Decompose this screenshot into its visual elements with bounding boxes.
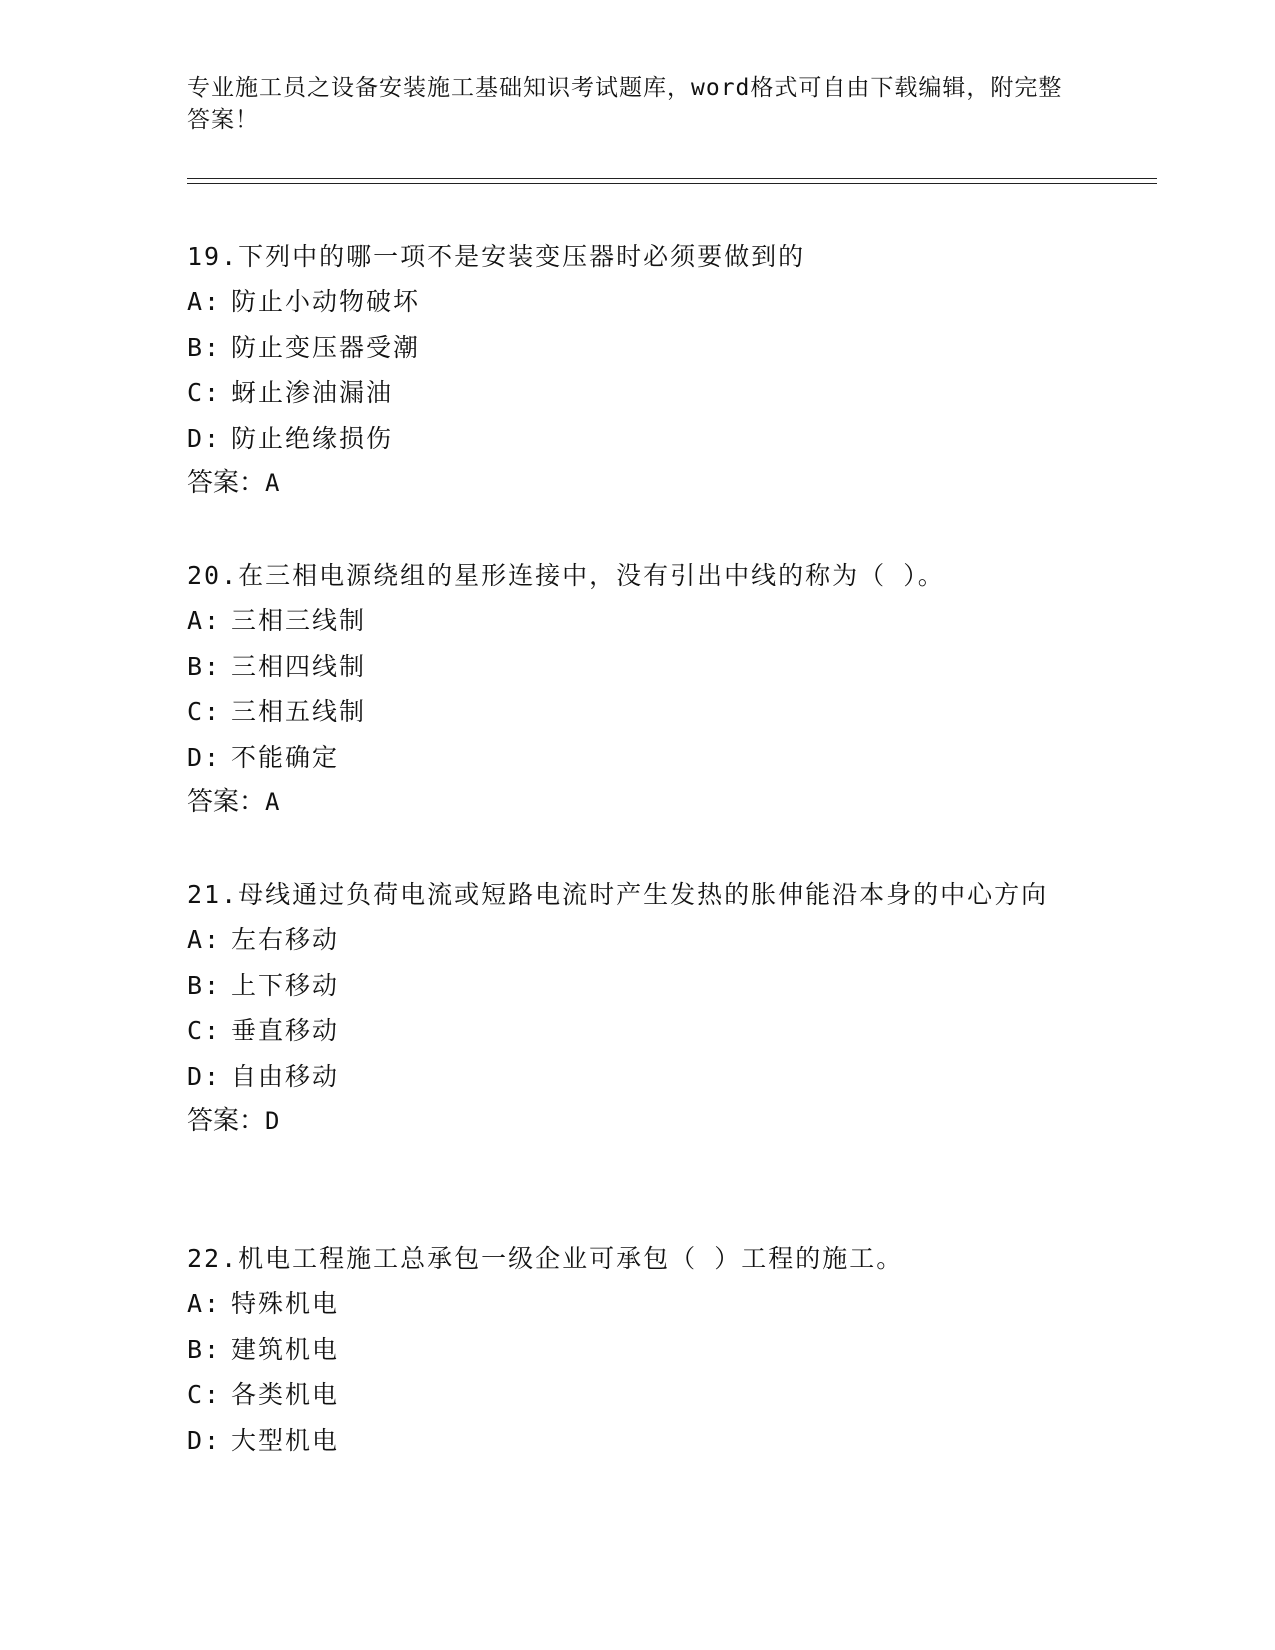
option-text: 大型机电 [231, 1425, 340, 1455]
option-letter: D: [187, 423, 222, 453]
header-divider-top [187, 178, 1157, 179]
question-19 [187, 234, 1087, 506]
option-letter: A: [187, 1289, 222, 1318]
option-a [187, 917, 1087, 963]
option-c [187, 1008, 1087, 1054]
option-letter: B: [187, 651, 222, 681]
answer-value: A [265, 469, 280, 497]
option-letter: B: [187, 332, 222, 362]
option-b [187, 963, 1087, 1009]
answer-line [187, 1099, 1087, 1144]
question-stem: 20.在三相电源绕组的星形连接中，没有引出中线的称为（ ）。 [187, 561, 945, 590]
option-text: 垂直移动 [231, 1016, 340, 1045]
option-b [187, 644, 1087, 690]
option-d [187, 416, 1087, 462]
option-text: 自由移动 [231, 1061, 340, 1091]
answer-label: 答案： [187, 1106, 266, 1136]
option-a [187, 1281, 1087, 1327]
option-a [187, 279, 1087, 325]
question-stem: 19.下列中的哪一项不是安装变压器时必须要做到的 [187, 242, 806, 271]
answer-label: 答案： [187, 468, 266, 498]
document-header: 专业施工员之设备安装施工基础知识考试题库，word格式可自由下载编辑，附完整答案！ [187, 75, 1063, 133]
option-c [187, 689, 1087, 735]
option-letter: B: [187, 970, 222, 1000]
option-text: 蚜止渗油漏油 [231, 378, 394, 407]
answer-value: A [265, 788, 280, 816]
option-letter: C: [187, 1380, 222, 1409]
question-22 [187, 1236, 1087, 1463]
answer-value: D [265, 1107, 280, 1135]
option-text: 防止小动物破坏 [231, 287, 421, 316]
option-text: 三相五线制 [231, 697, 367, 726]
answer-label: 答案： [187, 787, 266, 817]
option-text: 三相三线制 [231, 606, 367, 635]
option-letter: A: [187, 287, 222, 316]
option-text: 特殊机电 [231, 1289, 340, 1318]
option-d [187, 1418, 1087, 1464]
option-letter: D: [187, 1061, 222, 1091]
option-b [187, 1327, 1087, 1373]
question-stem: 21.母线通过负荷电流或短路电流时产生发热的胀伸能沿本身的中心方向 [187, 880, 1049, 909]
option-text: 不能确定 [231, 742, 340, 772]
question-21 [187, 872, 1087, 1144]
option-letter: C: [187, 378, 222, 407]
option-letter: C: [187, 1016, 222, 1045]
option-text: 建筑机电 [231, 1334, 340, 1364]
option-text: 上下移动 [231, 970, 340, 1000]
option-d [187, 735, 1087, 781]
option-text: 三相四线制 [231, 651, 367, 681]
answer-line [187, 461, 1087, 506]
option-d [187, 1054, 1087, 1100]
answer-line [187, 780, 1087, 825]
question-stem: 22.机电工程施工总承包一级企业可承包（ ）工程的施工。 [187, 1244, 904, 1273]
header-divider-bottom [187, 183, 1157, 184]
option-letter: A: [187, 925, 222, 954]
option-a [187, 598, 1087, 644]
question-20 [187, 553, 1087, 825]
option-c [187, 1372, 1087, 1418]
option-text: 防止变压器受潮 [231, 332, 421, 362]
option-letter: A: [187, 606, 222, 635]
option-text: 防止绝缘损伤 [231, 423, 394, 453]
option-letter: B: [187, 1334, 222, 1364]
option-letter: D: [187, 1425, 222, 1455]
option-letter: D: [187, 742, 222, 772]
option-b [187, 325, 1087, 371]
option-c [187, 370, 1087, 416]
option-letter: C: [187, 697, 222, 726]
option-text: 左右移动 [231, 925, 340, 954]
option-text: 各类机电 [231, 1380, 340, 1409]
